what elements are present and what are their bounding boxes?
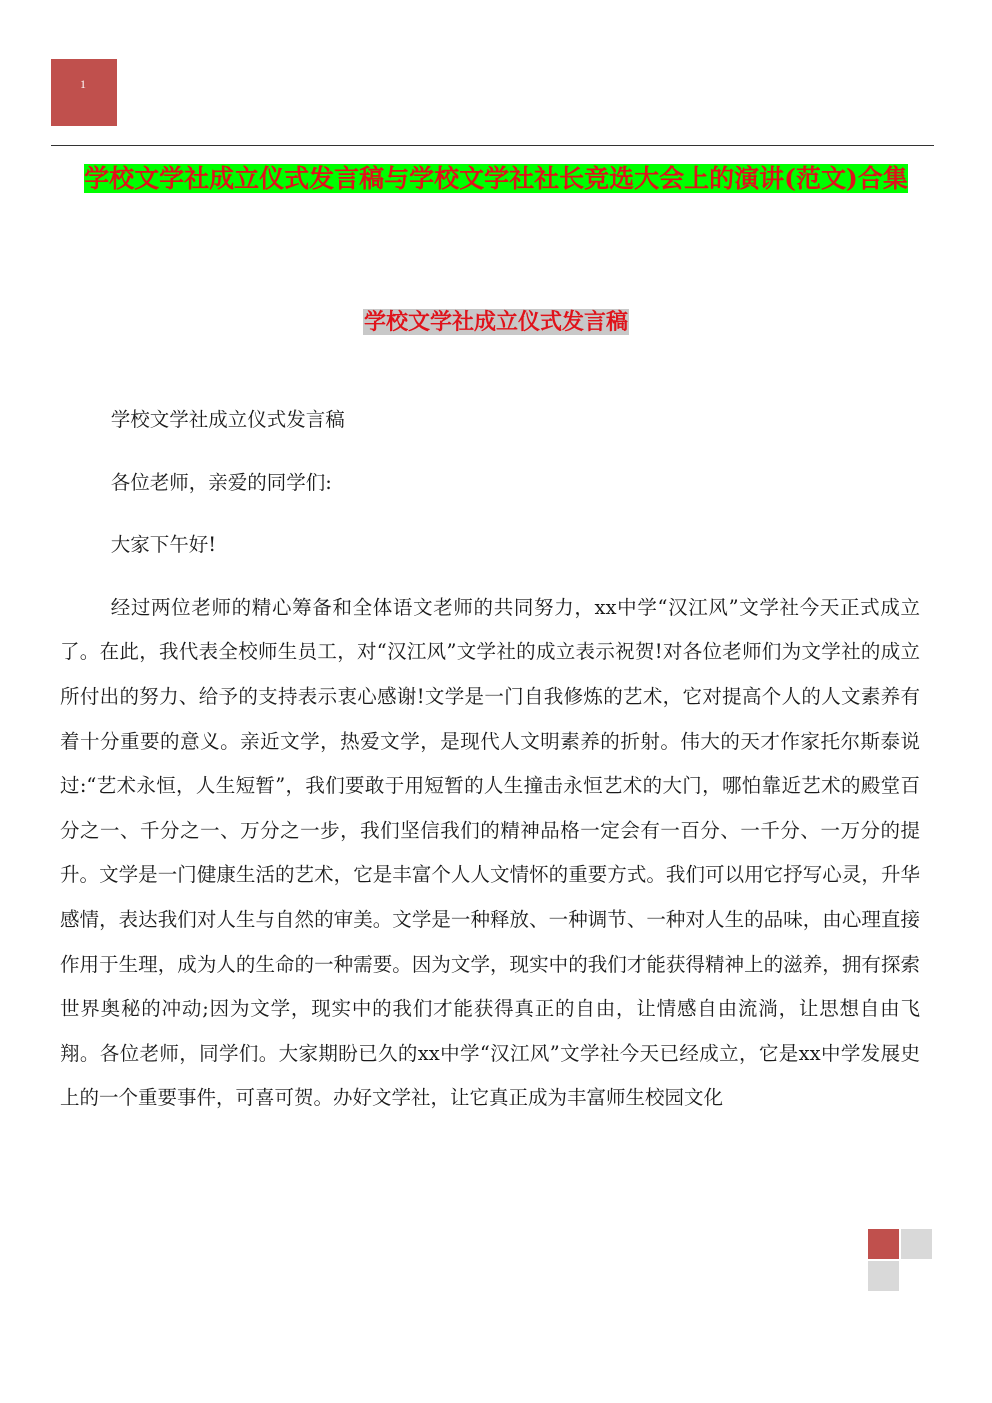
section-heading [0, 305, 992, 339]
paragraph-main: 经过两位老师的精心筹备和全体语文老师的共同努力，xx中学“汉江风”文学社今天正式成立了。在此，我代表全校师生员工，对“汉江风”文学社的成立表示祝贺!对各位老师们为文学社的成立所付出的努力、给予的支持表示衷心感谢!文学是一门自我修炼的艺术，它对提高个人的人文素养有着十分重要的意义。亲近文学，热爱文学，是现代人文明素养的折射。伟大的天才作家托尔斯泰说过:“艺术永恒，人生短暂”，我们要敢于用短暂的人生撞击永恒艺术的大门，哪怕靠近艺术的殿堂百分之一、千分之一、万分之一步，我们坚信我们的精神品格一定会有一百分、一千分、一万分的提升。文学是一门健康生活的艺术，它是丰富个人人文情怀的重要方式。我们可以用它抒写心灵，升华感情，表达我们对人生与自然的审美。文学是一种释放、一种调节、一种对人生的品味，由心理直接作用于生理，成为人的生命的一种需要。因为文学，现实中的我们才能获得精神上的滋养，拥有探索世界奥秘的冲动;因为文学，现实中的我们才能获得真正的自由，让情感自由流淌，让思想自由飞翔。各位老师，同学们。大家期盼已久的xx中学“汉江风”文学社今天已经成立，它是xx中学发展史上的一个重要事件，可喜可贺。办好文学社，让它真正成为丰富师生校园文化 [60, 595, 920, 1110]
page-number-badge [51, 59, 117, 126]
document-title-text: 学校文学社成立仪式发言稿与学校文学社社长竞选大会上的演讲(范文)合集 [84, 164, 908, 193]
page-number: 1 [80, 77, 86, 91]
section-heading-text: 学校文学社成立仪式发言稿 [363, 309, 628, 335]
paragraph-greeting: 大家下午好! [110, 533, 217, 557]
corner-decoration [868, 1229, 932, 1291]
document-title [60, 160, 932, 197]
document-body [60, 398, 920, 1121]
paragraph-salutation: 各位老师，亲爱的同学们: [110, 470, 332, 494]
paragraph-doc-label: 学校文学社成立仪式发言稿 [110, 408, 345, 431]
deco-square-gray [868, 1261, 899, 1291]
deco-square-gray [901, 1229, 932, 1259]
deco-square-red [868, 1229, 899, 1259]
header-divider [51, 145, 934, 146]
